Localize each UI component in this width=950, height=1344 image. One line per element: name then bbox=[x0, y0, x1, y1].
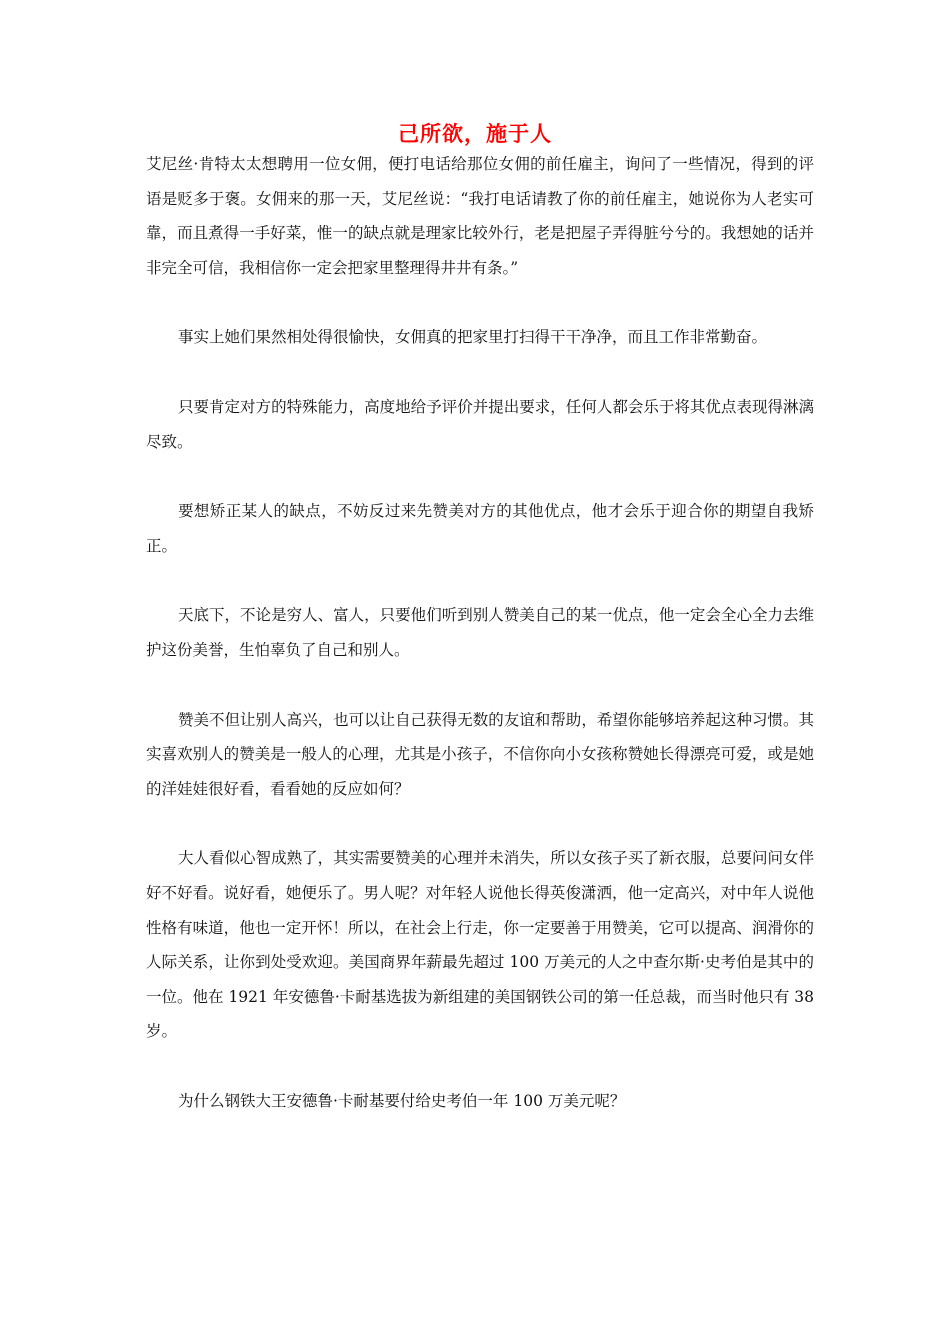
body-paragraph: 事实上她们果然相处得很愉快，女佣真的把家里打扫得干干净净，而且工作非常勤奋。 bbox=[178, 328, 768, 347]
document-title: 己所欲，施于人 bbox=[398, 122, 552, 146]
body-paragraph: 天底下，不论是穷人、富人，只要他们听到别人赞美自己的某一优点，他一定会全心全力去维护这份美誉，生怕辜负了自己和别人。 bbox=[146, 606, 814, 659]
body-paragraph: 赞美不但让别人高兴，也可以让自己获得无数的友谊和帮助，希望你能够培养起这种习惯。其实喜欢别人的赞美是一般人的心理，尤其是小孩子，不信你向小女孩称赞她长得漂亮可爱，或是她的洋娃娃很好看，看看她的反应如何？ bbox=[146, 710, 814, 798]
body-paragraph: 艾尼丝·肯特太太想聘用一位女佣，便打电话给那位女佣的前任雇主，询问了一些情况，得到的评语是贬多于褒。女佣来的那一天，艾尼丝说：“我打电话请教了你的前任雇主，她说你为人老实可靠，而且煮得一手好菜，惟一的缺点就是理家比较外行，老是把屋子弄得脏兮兮的。我想她的话并非完全可信，我相信你一定会把家里整理得井井有条。” bbox=[146, 155, 814, 277]
body-paragraph: 只要肯定对方的特殊能力，高度地给予评价并提出要求，任何人都会乐于将其优点表现得淋漓尽致。 bbox=[146, 397, 814, 451]
document-body bbox=[146, 147, 814, 1118]
body-paragraph: 大人看似心智成熟了，其实需要赞美的心理并未消失，所以女孩子买了新衣服，总要问问女伴好不好看。说好看，她便乐了。男人呢？对年轻人说他长得英俊潇洒，他一定高兴，对中年人说他性格有味道，他也一定开怀！所以，在社会上行走，你一定要善于用赞美，它可以提高、润滑你的人际关系，让你到处受欢迎。美国商界年薪最先超过 100 万美元的人之中查尔斯·史考伯是其中的一位。他在 1921 年安德鲁·卡耐基选拔为新组建的美国钢铁公司的第一任总裁，而当时他只有 38 岁。 bbox=[146, 849, 814, 1041]
body-paragraph: 为什么钢铁大王安德鲁·卡耐基要付给史考伯一年 100 万美元呢？ bbox=[178, 1091, 626, 1110]
body-paragraph: 要想矫正某人的缺点，不妨反过来先赞美对方的其他优点，他才会乐于迎合你的期望自我矫正。 bbox=[146, 502, 814, 555]
